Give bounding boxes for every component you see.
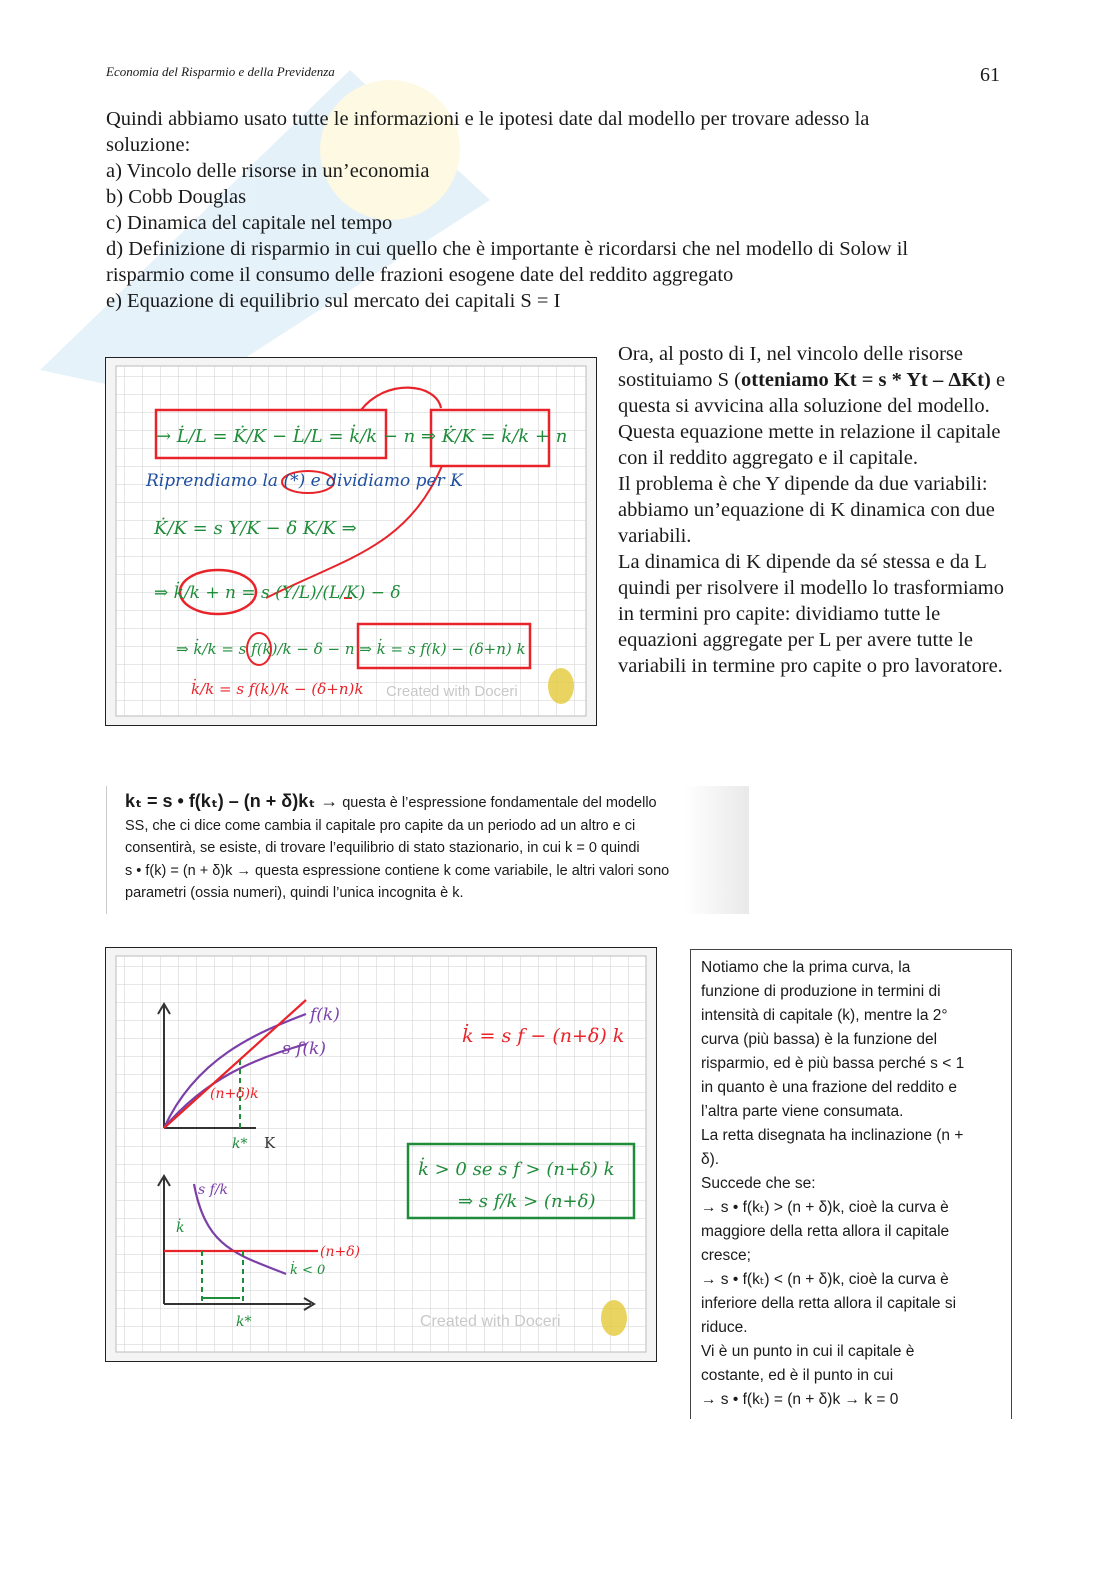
green-box-line-2: ⇒ s f/k > (n+δ) — [458, 1191, 596, 1212]
label-k-axis: K — [264, 1134, 276, 1152]
side-paragraph-2: Questa equazione mette in relazione il capitale con il reddito aggregato e il capitale. — [618, 421, 1001, 469]
note-box: Notiamo che la prima curva, la funzione di produzione in termini di intensità di capitale (k), mentre la 2° curva (più bassa) è la funzione del risparmio, ed è più bassa perché s < 1 in quanto è una frazione del reddito e l’altra parte viene consumata. La retta disegnata ha inclinazione (n + δ). Succede che se: → s • f(kₜ) > (n + δ)k, cioè la curva è maggiore della retta allora il capitale cresce; → s • f(kₜ) < (n + δ)k, cioè la curva è inferiore della retta allora il capitale si riduce. Vi è un punto in cui il capitale è costante, ed è il punto in cui → s • f(kₜ) = (n + δ)k → k = 0 — [690, 949, 1012, 1419]
hw-row-1: → L̇/L = K̇/K − L̇/L = k̇/k − n ⇒ K̇/K = k̇/k + n — [156, 426, 568, 447]
label-line-upper: (n+δ)k — [210, 1086, 259, 1102]
list-item-c: c) Dinamica del capitale nel tempo — [106, 212, 393, 234]
side-paragraph-1: Ora, al posto di I, nel vincolo delle risorse sostituiamo S (otteniamo Kt = s * Yt – ΔKt) e questa si avvicina alla soluzione del modello. — [618, 343, 1006, 417]
header-title: Economia del Risparmio e della Previdenza — [106, 64, 335, 79]
page-number: 61 — [980, 64, 1000, 86]
side-text — [618, 341, 1008, 679]
list-item-d: d) Definizione di risparmio in cui quello che è importante è ricordarsi che nel modello di Solow il — [106, 238, 909, 260]
figure-solow-diagram — [105, 947, 657, 1362]
hw-row-4: ⇒ k̇/k + n = s (Y/L)/(L/K) − δ — [154, 583, 401, 603]
label-nd-lower: (n+δ) — [320, 1244, 361, 1260]
doceri-caption-2: Created with Doceri — [420, 1313, 561, 1330]
formula-box: kₜ = s • f(kₜ) – (n + δ)kₜ → questa è l’espressione fondamentale del modello SS, che ci dice come cambia il capitale pro capite da un periodo ad un altro e ci consentirà, se esiste, di trovare l’equilibrio di stato stazionario, in cui k = 0 quindi s • f(k) = (n + δ)k → questa espressione contiene k come variabile, le altri valori sono parametri (ossia numeri), quindi l’unica incognita è k. — [106, 786, 749, 914]
hw-row-5: ⇒ k̇/k = s f(k)/k − δ − n ⇒ k̇ = s f(k) − (δ+n) k — [176, 640, 526, 658]
derivation-drawing — [106, 358, 596, 725]
doceri-caption: Created with Doceri — [386, 683, 518, 700]
label-formula: k̇ = s f − (n+δ) k — [462, 1025, 625, 1047]
list-item-d-cont: risparmio come il consumo delle frazioni esogene date del reddito aggregato — [106, 264, 734, 286]
label-kdot-lower: k̇ — [176, 1220, 185, 1236]
list-item-e: e) Equazione di equilibrio sul mercato dei capitali S = I — [106, 290, 561, 312]
label-kstar-upper: k* — [232, 1136, 248, 1152]
hand-pointer-icon — [601, 1300, 627, 1336]
hw-row-6: k̇/k = s f(k)/k − (δ+n)k — [191, 680, 364, 698]
figure-derivation — [105, 357, 597, 726]
side-paragraph-3: Il problema è che Y dipende da due variabili: abbiamo un’equazione di K dinamica con due variabili. — [618, 473, 995, 547]
side-paragraph-4: La dinamica di K dipende da sé stessa e da L quindi per risolvere il modello lo trasformiamo in termini pro capite: dividiamo tutte le equazioni aggregate per L per avere tutte le variabili in termine pro capite o pro lavoratore. — [618, 551, 1004, 677]
label-kstar-lower: k* — [236, 1314, 252, 1330]
intro-paragraph — [106, 106, 986, 314]
hw-row-2: Riprendiamo la (*) e dividiamo per K — [146, 471, 463, 491]
intro-line: soluzione: — [106, 134, 191, 156]
label-kdot-negative: k̇ < 0 — [290, 1263, 326, 1278]
hand-pointer-icon — [548, 668, 574, 704]
list-item-b: b) Cobb Douglas — [106, 186, 247, 208]
list-item-a: a) Vincolo delle risorse in un’economia — [106, 160, 430, 182]
fundamental-equation: kₜ = s • f(kₜ) – (n + δ)kₜ → — [125, 791, 339, 811]
intro-line: Quindi abbiamo usato tutte le informazioni e le ipotesi date dal modello per trovare adesso la — [106, 108, 870, 130]
label-sfk-lower: s f/k — [198, 1182, 229, 1198]
label-fk: f(k) — [310, 1005, 340, 1025]
label-sfk: s f(k) — [282, 1039, 326, 1059]
hw-row-3: K̇/K = s Y/K − δ K/K ⇒ — [154, 518, 357, 539]
side-bold-equation: otteniamo Kt = s * Yt – ΔKt) — [741, 369, 991, 391]
green-box-line-1: k̇ > 0 se s f > (n+δ) k — [418, 1159, 615, 1180]
solow-drawing — [106, 948, 656, 1361]
